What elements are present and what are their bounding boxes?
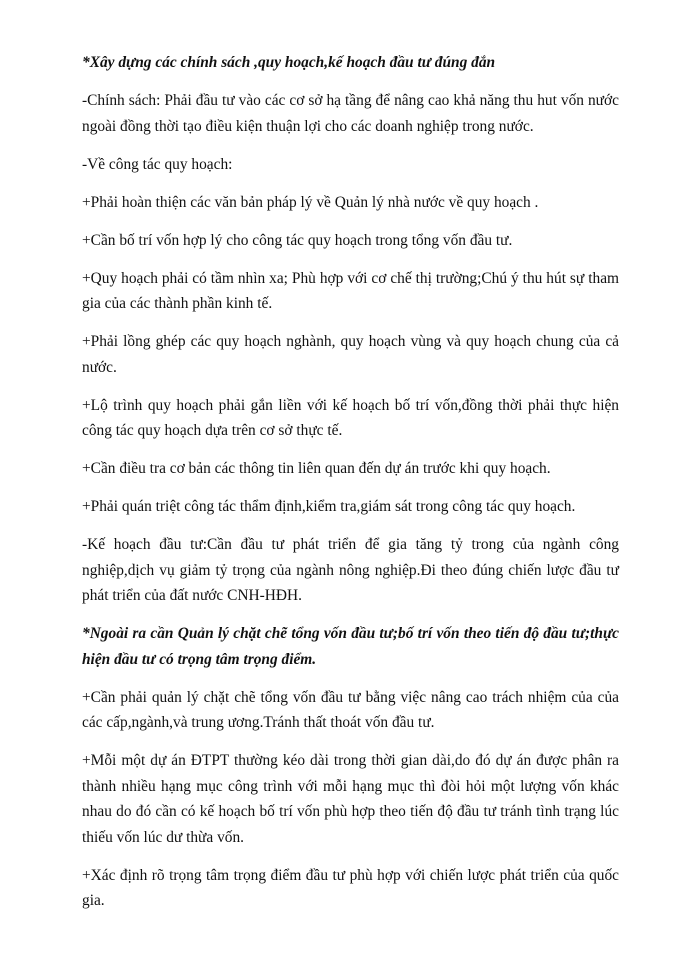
paragraph: +Phải lồng ghép các quy hoạch nghành, quy hoạch vùng và quy hoạch chung của cả nước. [82,333,619,376]
paragraph: +Xác định rõ trọng tâm trọng điểm đầu tư phù hợp với chiến lược phát triển của quốc gia. [82,866,619,909]
paragraph: -Kế hoạch đầu tư:Cần đầu tư phát triển để gia tăng tỷ trong của ngành công nghiệp,dịch vụ giảm tỷ trọng của ngành nông nghiệp.Đi theo đúng chiến lược đầu tư phát triển của đất nước CNH-HĐH. [82,536,619,604]
paragraph: +Lộ trình quy hoạch phải gắn liền với kế hoạch bố trí vốn,đồng thời phải thực hiện công tác quy hoạch dựa trên cơ sở thực tế. [82,396,619,439]
paragraph: +Mỗi một dự án ĐTPT thường kéo dài trong thời gian dài,do đó dự án được phân ra thành nhiều hạng mục công trình với mỗi hạng mục thì đòi hỏi một lượng vốn khác nhau do đó cần có kế hoạch bố trí vốn phù hợp theo tiến độ đầu tư tránh tình trạng lúc thiếu vốn lúc dư thừa vốn. [82,752,619,846]
paragraph: -Chính sách: Phải đầu tư vào các cơ sở hạ tầng để nâng cao khả năng thu hut vốn nước ngoài đồng thời tạo điều kiện thuận lợi cho các doanh nghiệp trong nước. [82,92,619,135]
paragraph: +Cần bố trí vốn hợp lý cho công tác quy hoạch trong tổng vốn đầu tư. [82,231,513,249]
paragraph: -Về công tác quy hoạch: [82,155,233,173]
paragraph: +Cần điều tra cơ bản các thông tin liên quan đến dự án trước khi quy hoạch. [82,460,551,477]
paragraph: +Phải quán triệt công tác thẩm định,kiểm tra,giám sát trong công tác quy hoạch. [82,498,576,515]
section-heading: *Xây dựng các chính sách ,quy hoạch,kế hoạch đầu tư đúng đắn [82,54,496,71]
paragraph: +Quy hoạch phải có tầm nhìn xa; Phù hợp với cơ chế thị trường;Chú ý thu hút sự tham gia của các thành phần kinh tế. [82,269,619,312]
document-body [82,50,619,926]
paragraph: +Phải hoàn thiện các văn bản pháp lý về Quản lý nhà nước về quy hoạch . [82,193,539,211]
section-heading: *Ngoài ra cần Quản lý chặt chẽ tổng vốn đầu tư;bố trí vốn theo tiến độ đầu tư;thực hiện đầu tư có trọng tâm trọng điểm. [82,625,619,668]
paragraph: +Cần phải quản lý chặt chẽ tổng vốn đầu tư bằng việc nâng cao trách nhiệm của của các cấp,ngành,và trung ương.Tránh thất thoát vốn đầu tư. [82,688,619,731]
